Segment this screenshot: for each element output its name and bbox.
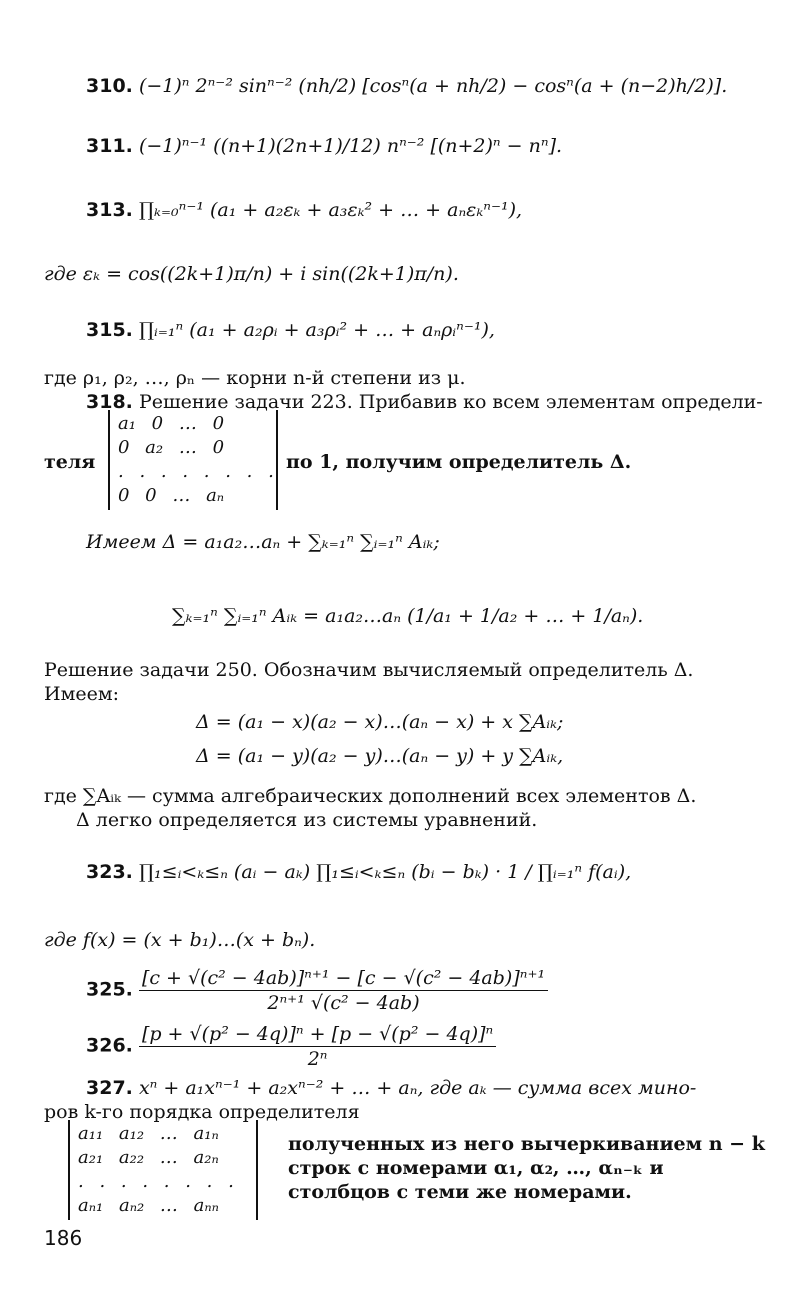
problem-311 [86, 134, 562, 158]
problem-number: 326. [86, 1034, 133, 1057]
sum-318: ∑ₖ₌₁ⁿ ∑ᵢ₌₁ⁿ Aᵢₖ = a₁a₂…aₙ (1/a₁ + 1/a₂ + … + 1/aₙ). [172, 605, 644, 627]
problem-number: 318. [86, 391, 133, 413]
fraction-325 [139, 966, 548, 1015]
problem-number: 327. [86, 1077, 133, 1099]
numerator: [c + √(c² − 4ab)]ⁿ⁺¹ − [c − √(c² − 4ab)]ⁿ⁺¹ [139, 966, 548, 991]
matrix-row: aₙ₁ aₙ₂ … aₙₙ [78, 1195, 219, 1216]
solution-250-line2: Имеем: [44, 683, 120, 705]
problem-315 [86, 318, 495, 342]
problem-323 [86, 860, 631, 884]
problem-310 [86, 74, 727, 98]
denominator: 2ⁿ [307, 1048, 328, 1070]
problem-325 [86, 966, 548, 1015]
where-250-line1: где ∑Aᵢₖ — сумма алгебраических дополнений всех элементов Δ. [44, 785, 697, 807]
after-327-line1: полученных из него вычеркиванием n − k [288, 1133, 765, 1155]
matrix-row: a₁₁ a₁₂ … a₁ₙ [78, 1123, 219, 1144]
fraction-326 [139, 1022, 496, 1071]
after-318: по 1, получим определитель Δ. [286, 451, 632, 473]
diagonal-matrix [108, 410, 278, 510]
problem-number: 311. [86, 135, 133, 157]
where-250-line2: Δ легко определяется из системы уравнений. [76, 809, 538, 831]
problem-313 [86, 198, 522, 222]
formula-311: (−1)ⁿ⁻¹ ((n+1)(2n+1)/12) nⁿ⁻² [(n+2)ⁿ − nⁿ]. [138, 135, 563, 157]
equation-1: Δ = (a₁ − x)(a₂ − x)…(aₙ − x) + x ∑Aᵢₖ; [196, 711, 564, 733]
formula-323: ∏₁≤ᵢ<ₖ≤ₙ (aᵢ − aₖ) ∏₁≤ᵢ<ₖ≤ₙ (bᵢ − bₖ) · 1 / ∏ᵢ₌₁ⁿ f(aᵢ), [138, 861, 632, 883]
after-327-line2: строк с номерами α₁, α₂, …, αₙ₋ₖ и [288, 1157, 664, 1179]
problem-number: 315. [86, 319, 133, 341]
page-number: 186 [44, 1226, 83, 1250]
problem-number: 325. [86, 978, 133, 1001]
matrix-row: . . . . . . . . [78, 1171, 234, 1192]
denominator: 2ⁿ⁺¹ √(c² − 4ab) [267, 992, 420, 1014]
matrix-row: 0 a₂ … 0 [118, 437, 225, 458]
where-323: где f(x) = (x + b₁)…(x + bₙ). [44, 929, 316, 951]
after-327-line3: столбцов с теми же номерами. [288, 1181, 632, 1203]
solution-250-line1: Решение задачи 250. Обозначим вычисляемый определитель Δ. [44, 659, 694, 681]
matrix-row: . . . . . . . . [118, 461, 274, 482]
problem-326 [86, 1022, 496, 1071]
matrix-row: 0 0 … aₙ [118, 485, 225, 506]
formula-313: ∏ₖ₌₀ⁿ⁻¹ (a₁ + a₂εₖ + a₃εₖ² + … + aₙεₖⁿ⁻¹), [138, 199, 523, 221]
where-315: где ρ₁, ρ₂, …, ρₙ — корни n-й степени из μ. [44, 367, 466, 389]
text-327-line2: ров k-го порядка определителя [44, 1101, 360, 1123]
where-313: где εₖ = cos((2k+1)π/n) + i sin((2k+1)π/n). [44, 263, 459, 285]
general-matrix [68, 1120, 258, 1220]
text-318: Решение задачи 223. Прибавив ко всем элементам определи- [138, 391, 763, 413]
problem-number: 313. [86, 199, 133, 221]
numerator: [p + √(p² − 4q)]ⁿ + [p − √(p² − 4q)]ⁿ [139, 1022, 496, 1047]
formula-315: ∏ᵢ₌₁ⁿ (a₁ + a₂ρᵢ + a₃ρᵢ² + … + aₙρᵢⁿ⁻¹), [138, 319, 495, 341]
matrix-row: a₂₁ a₂₂ … a₂ₙ [78, 1147, 219, 1168]
problem-number: 310. [86, 75, 133, 97]
have-318: Имеем Δ = a₁a₂…aₙ + ∑ₖ₌₁ⁿ ∑ᵢ₌₁ⁿ Aᵢₖ; [86, 531, 440, 553]
formula-310: (−1)ⁿ 2ⁿ⁻² sinⁿ⁻² (nh/2) [cosⁿ(a + nh/2) − cosⁿ(a + (n−2)h/2)]. [138, 75, 728, 97]
equation-2: Δ = (a₁ − y)(a₂ − y)…(aₙ − y) + y ∑Aᵢₖ, [196, 745, 564, 767]
problem-number: 323. [86, 861, 133, 883]
prefix-318: теля [44, 451, 96, 473]
text-327-line1: xⁿ + a₁xⁿ⁻¹ + a₂xⁿ⁻² + … + aₙ, где aₖ — сумма всех мино- [138, 1077, 697, 1099]
problem-327 [86, 1076, 696, 1100]
matrix-row: a₁ 0 … 0 [118, 413, 225, 434]
